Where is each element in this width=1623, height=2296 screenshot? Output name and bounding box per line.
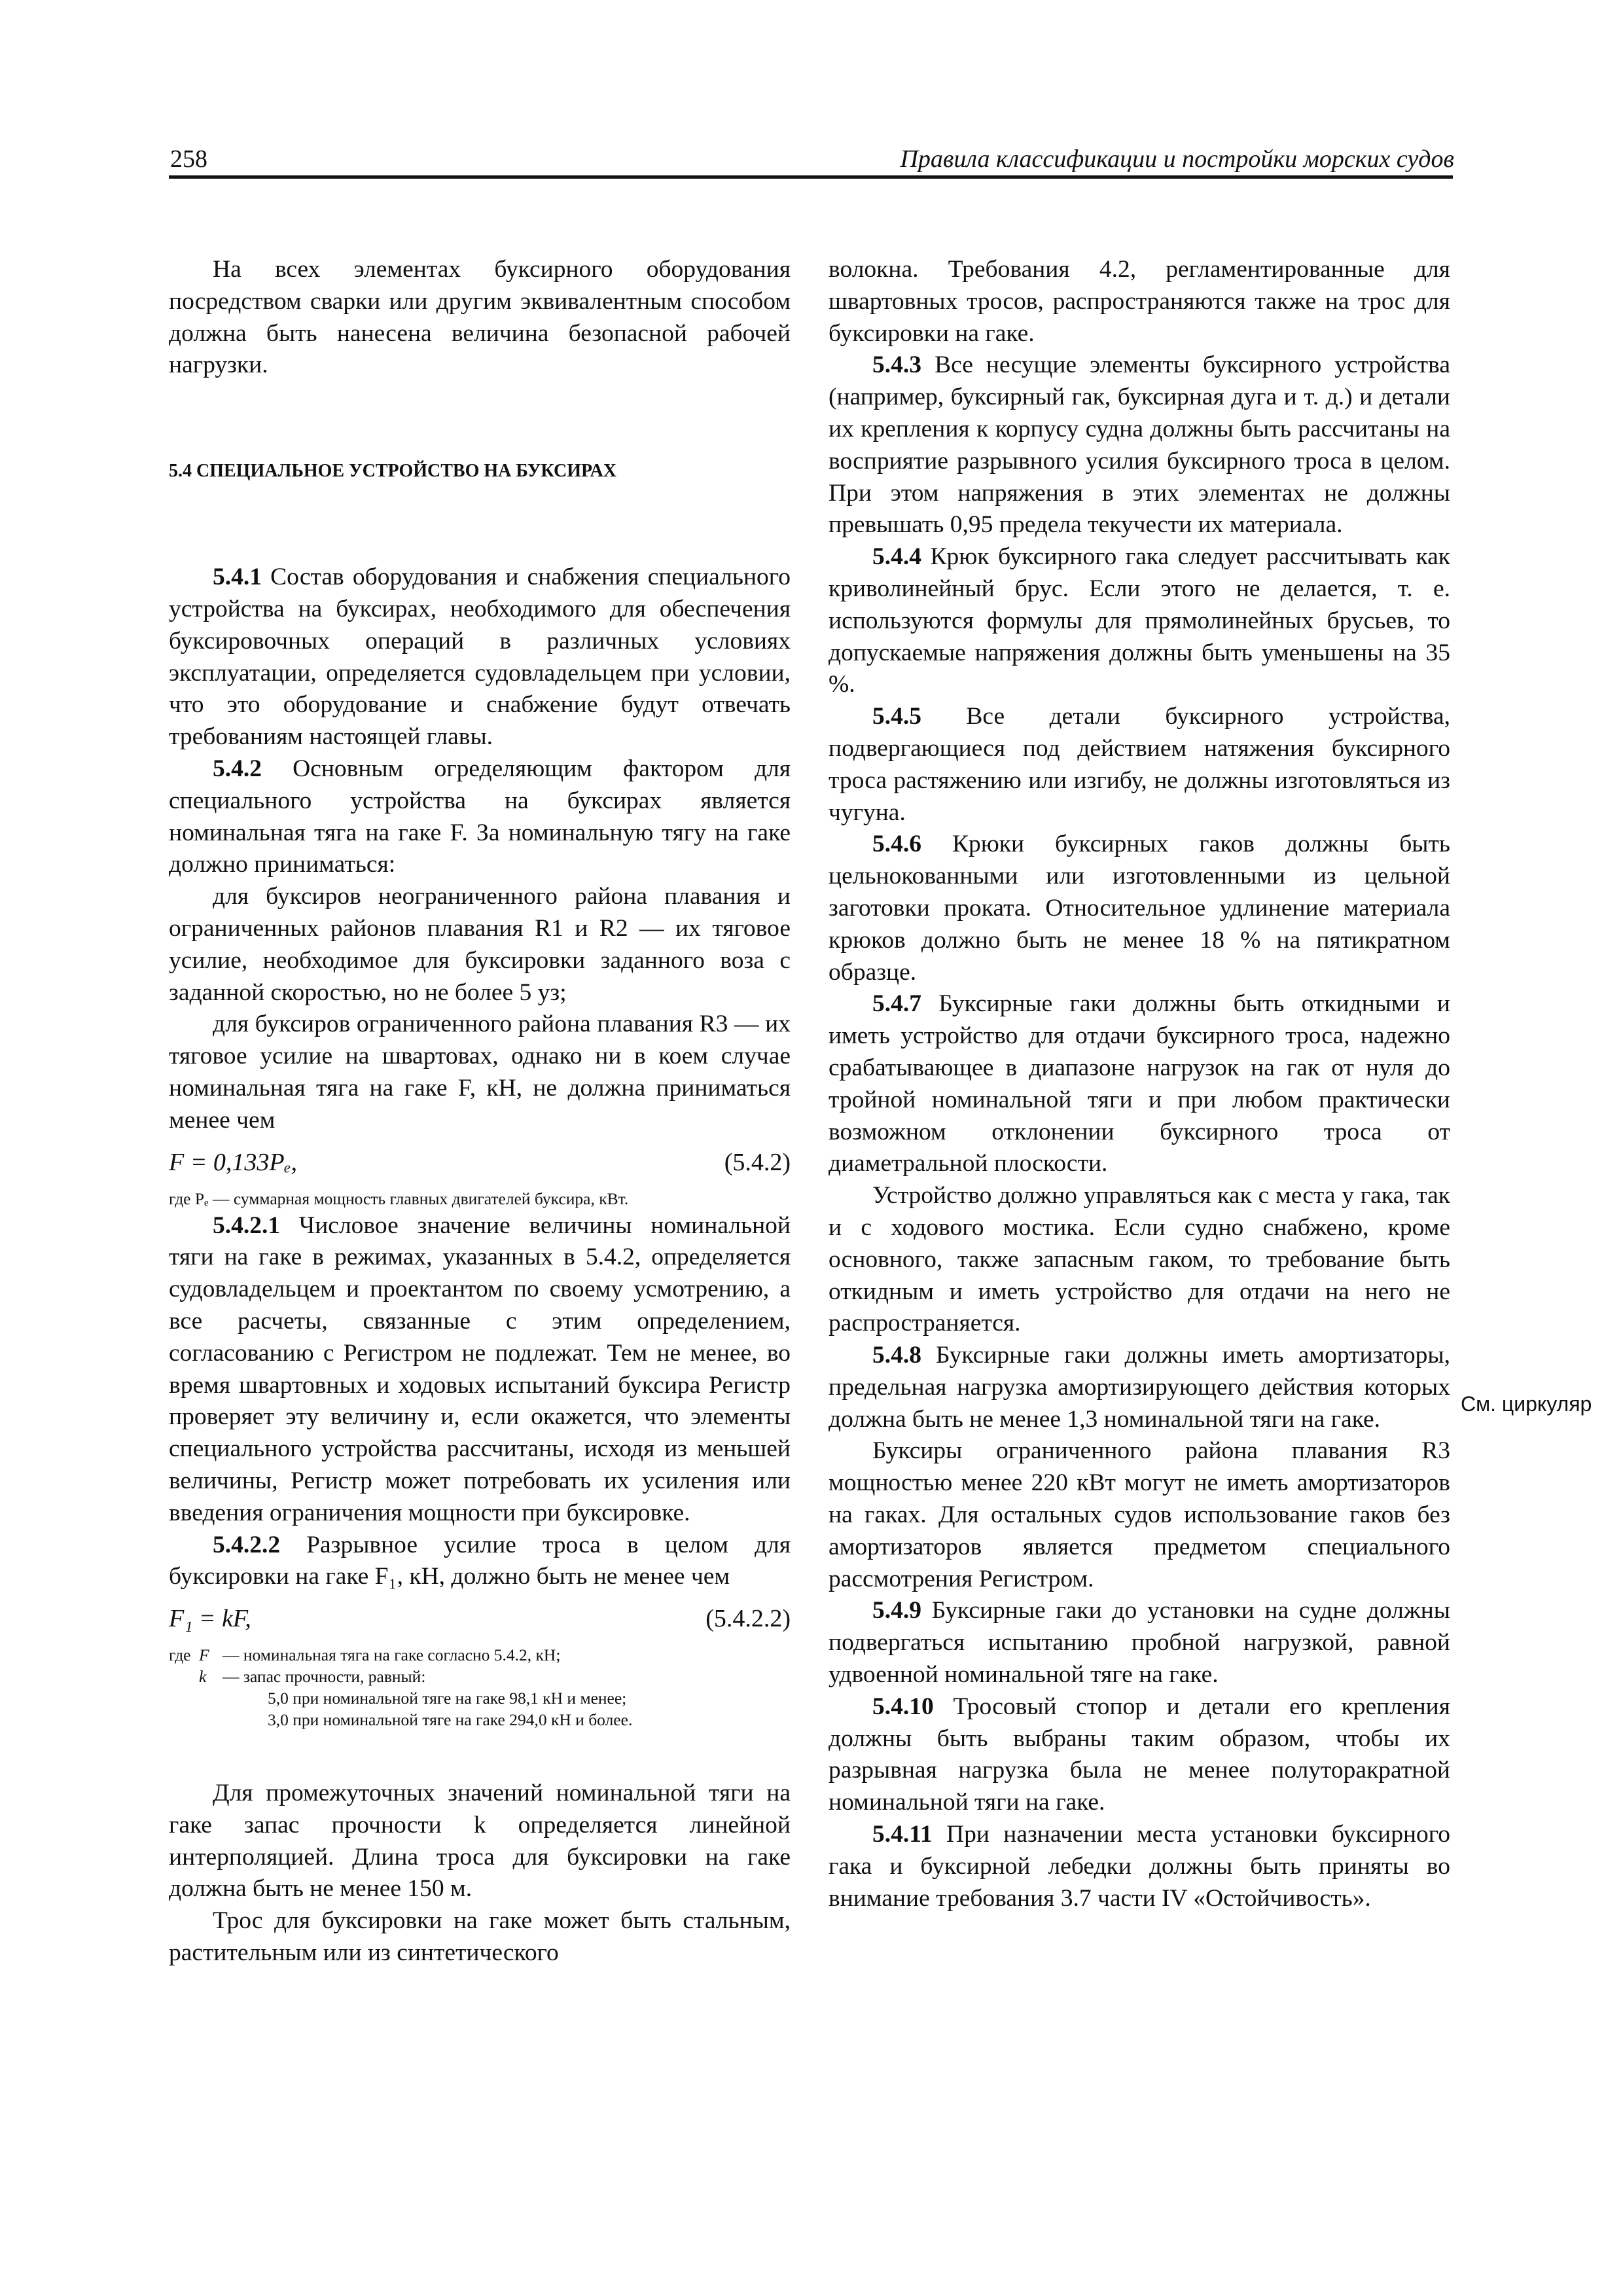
clause-text: Тросовый стопор и детали его крепления должны быть выбраны таким образом, чтобы их разрывная нагрузка была не менее полуторакратной номинальной тяги на гаке.	[829, 1693, 1450, 1816]
clause-number: 5.4.8	[872, 1342, 921, 1369]
paragraph-5-4-2	[169, 753, 791, 881]
right-column	[829, 254, 1450, 1914]
left-column	[169, 254, 791, 1969]
margin-note[interactable]: См. циркуляр	[1461, 1392, 1592, 1416]
page-number: 258	[170, 145, 207, 173]
paragraph-5-4-2-1	[169, 1210, 791, 1530]
formula-legend	[169, 1644, 791, 1731]
clause-text: Все детали буксирного устройства, подвергающиеся под действием натяжения буксирного троса растяжению или изгибу, не должны изготовляться из чугуна.	[829, 703, 1450, 826]
clause-number: 5.4.3	[872, 351, 921, 379]
paragraph-continuation: волокна. Требования 4.2, регламентированные для швартовных тросов, распространяются также на трос для буксировки на гаке.	[829, 256, 1450, 347]
intro-paragraph: На всех элементах буксирного оборудования посредством сварки или другим эквивалентным способом должна быть нанесена величина безопасной рабочей нагрузки.	[169, 256, 791, 379]
paragraph-5-4-8-b: Буксиры ограниченного района плавания R3 мощностью менее 220 кВт могут не иметь амортизаторов на гаках. Для остальных судов использование гаков без амортизаторов является предметом специального рассмотрения Регистром.	[829, 1437, 1450, 1592]
clause-text: Основным огределяющим фактором для специального устройства на буксирах является номинальная тяга на гаке F. За номинальную тягу на гаке должно приниматься:	[169, 755, 791, 878]
clause-number: 5.4.11	[872, 1821, 933, 1848]
clause-number: 5.4.10	[872, 1693, 934, 1720]
paragraph-5-4-7	[829, 988, 1450, 1180]
paragraph-5-4-2-2	[169, 1530, 791, 1594]
paragraph-5-4-9	[829, 1595, 1450, 1691]
formula-number: (5.4.2.2)	[705, 1605, 791, 1633]
paragraph-5-4-6	[829, 829, 1450, 988]
clause-text: Состав оборудования и снабжения специального устройства на буксирах, необходимого для обеспечения буксировочных операций в различных условиях эксплуатации, определяется судовладельцем при условии, что это оборудование и снабжение будут отвечать требованиям настоящей главы.	[169, 564, 791, 751]
clause-number: 5.4.2.2	[213, 1531, 281, 1558]
legend-symbol: k	[199, 1667, 207, 1687]
running-title: Правила классификации и постройки морских судов	[900, 145, 1454, 173]
paragraph-5-4-8	[829, 1340, 1450, 1435]
clause-text: Разрывное усилие троса в целом для буксировки на гаке F₁, кН, должно быть не менее чем	[169, 1531, 791, 1590]
legend-where: где	[169, 1645, 191, 1665]
header-rule	[169, 175, 1453, 179]
formula-note: где Pₑ — суммарная мощность главных двигателей буксира, кВт.	[169, 1189, 629, 1208]
paragraph-5-4-11	[829, 1819, 1450, 1914]
section-title: 5.4 СПЕЦИАЛЬНОЕ УСТРОЙСТВО НА БУКСИРАХ	[169, 461, 617, 482]
clause-number: 5.4.5	[872, 703, 921, 730]
legend-text: — номинальная тяга на гаке согласно 5.4.2, кН;	[223, 1645, 561, 1665]
legend-row-k	[169, 1666, 791, 1687]
formula-5-4-2-2	[169, 1602, 791, 1635]
clause-text: Все несущие элементы буксирного устройства (например, буксирный гак, буксирная дуга и т. д.) и детали их крепления к корпусу судна должны быть рассчитаны на восприятие разрывного усилия буксирного троса в целом. При этом напряжения в этих элементах не должны превышать 0,95 предела текучести их материала.	[829, 351, 1450, 539]
paragraph-5-4-2-b: для буксиров ограниченного района плавания R3 — их тяговое усилие на швартовах, однако ни в коем случае номинальная тяга на гаке F, кН, не должна приниматься менее чем	[169, 1011, 791, 1134]
clause-text: Числовое значение величины номинальной тяги на гаке в режимах, указанных в 5.4.2, определяется судовладельцем и проектантом по своему усмотрению, а все расчеты, связанные с этим определением, согласованию с Регистром не подлежат. Тем не менее, во время швартовных и ходовых испытаний буксира Регистр проверяет эту величину и, если окажется, что элементы специального устройства рассчитаны, исходя из меньшей величины, Регистр может потребовать их усиления или введения ограничения мощности при буксировке.	[169, 1211, 791, 1526]
paragraph-5-4-5	[829, 701, 1450, 829]
paragraph-5-4-3	[829, 350, 1450, 541]
clause-text: Крюки буксирных гаков должны быть цельнокованными или изготовленными из цельной заготовки проката. Относительное удлинение материала крюков должно быть не менее 18 % на пятикратном образце.	[829, 831, 1450, 986]
formula-5-4-2	[169, 1146, 791, 1179]
clause-number: 5.4.2.1	[213, 1211, 281, 1239]
clause-text: При назначении места установки буксирного гака и буксирной лебедки должны быть приняты во внимание требования 3.7 части IV «Остойчивость».	[829, 1821, 1450, 1912]
clause-text: Буксирные гаки до установки на судне должны подвергаться испытанию пробной нагрузкой, равной удвоенной номинальной тяге на гаке.	[829, 1597, 1450, 1689]
legend-sub-1: 5,0 при номинальной тяге на гаке 98,1 кН и менее;	[268, 1689, 627, 1708]
legend-row-f	[169, 1644, 791, 1666]
legend-sub-2: 3,0 при номинальной тяге на гаке 294,0 кН и более.	[268, 1710, 633, 1730]
clause-number: 5.4.1	[213, 564, 262, 591]
paragraph-5-4-4	[829, 541, 1450, 701]
clause-text: Крюк буксирного гака следует рассчитывать как криволинейный брус. Если этого не делается, т. е. используются формулы для прямолинейных брусьев, то допускаемые напряжения должны быть уменьшены на 35 %.	[829, 543, 1450, 698]
paragraph-interpolation: Для промежуточных значений номинальной тяги на гаке запас прочности k определяется линейной интерполяцией. Длина троса для буксировки на гаке должна быть не менее 150 м.	[169, 1780, 791, 1903]
clause-number: 5.4.6	[872, 831, 921, 858]
paragraph-5-4-1	[169, 562, 791, 753]
clause-number: 5.4.9	[872, 1597, 921, 1624]
formula-number: (5.4.2)	[724, 1148, 791, 1176]
clause-number: 5.4.4	[872, 543, 921, 571]
paragraph-5-4-2-a: для буксиров неограниченного района плавания и ограниченных районов плавания R1 и R2 — их тяговое усилие, необходимое для буксировки заданного воза с заданной скоростью, но не более 5 уз;	[169, 883, 791, 1006]
clause-number: 5.4.7	[872, 990, 921, 1018]
paragraph-5-4-10	[829, 1691, 1450, 1819]
clause-text: Буксирные гаки должны быть откидными и иметь устройство для отдачи буксирного троса, надежно срабатывающее в диапазоне нагрузок на гак от нуля до тройной номинальной тяги и при любом практически возможном отклонении буксирного троса от диаметральной плоскости.	[829, 990, 1450, 1177]
formula-expression: F₁ = kF,	[169, 1605, 251, 1633]
paragraph-rope: Трос для буксировки на гаке может быть стальным, растительным или из синтетического	[169, 1907, 791, 1967]
legend-symbol: F	[199, 1645, 209, 1665]
formula-expression: F = 0,133Pₑ,	[169, 1148, 298, 1176]
paragraph-5-4-7-b: Устройство должно управляться как с места у гака, так и с ходового мостика. Если судно снабжено, кроме основного, также запасным гаком, то требование быть откидным и иметь устройство для отдачи на него не распространяется.	[829, 1182, 1450, 1337]
clause-number: 5.4.2	[213, 755, 262, 782]
legend-text: — запас прочности, равный:	[223, 1667, 426, 1687]
clause-text: Буксирные гаки должны иметь амортизаторы, предельная нагрузка амортизирующего действия которых должна быть не менее 1,3 номинальной тяги на гаке.	[829, 1342, 1450, 1433]
